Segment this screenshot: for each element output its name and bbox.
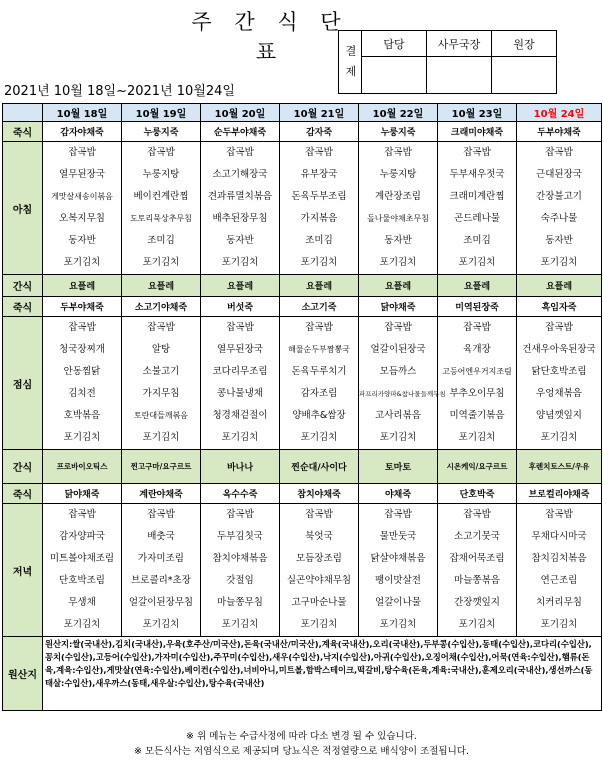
menu-item: 포기김치 (458, 257, 496, 268)
menu-item: 유부장국 (300, 169, 338, 180)
menu-item: 모듬까스 (379, 366, 417, 377)
menu-item: 포기김치 (379, 257, 417, 268)
breakfast-cell (201, 142, 280, 275)
approval-sign-director (492, 57, 557, 94)
menu-item: 부추오이무침 (449, 388, 505, 399)
menu-item: 얼갈이된장무침 (128, 597, 194, 608)
menu-item: 팽이맛살전 (375, 575, 421, 586)
lunch-cell (122, 317, 201, 450)
menu-item: 참치야채볶음 (212, 553, 268, 564)
menu-item: 잡곡밥 (305, 322, 333, 333)
menu-item: 건새우아욱된장국 (522, 344, 596, 355)
menu-item: 닭살야채볶음 (370, 553, 426, 564)
menu-item: 잡곡밥 (226, 147, 254, 158)
breakfast-cell (517, 142, 602, 275)
note-line: ※ 위 메뉴는 수급사정에 따라 다소 변경 될 수 있습니다. (186, 731, 417, 742)
period-range: 2021년 10월 18일~2021년 10월24일 (4, 84, 235, 99)
row-label-dinner: 저녁 (3, 504, 43, 637)
menu-item: 미트볼야채조림 (49, 553, 115, 564)
menu-item: 소고기해장국 (212, 169, 268, 180)
lunch-cell (280, 317, 359, 450)
menu-item: 곤드레나물 (454, 213, 500, 224)
menu-item: 감자조림 (300, 388, 338, 399)
menu-item: 포기김치 (63, 257, 101, 268)
snack-cell: 바나나 (201, 450, 280, 484)
menu-item: 무생채 (68, 597, 96, 608)
menu-item: 포기김치 (458, 619, 496, 630)
approval-label: 결 제 (339, 31, 362, 94)
porridge-am-row (3, 122, 602, 142)
menu-item: 포기김치 (142, 619, 180, 630)
snack-cell: 찐고구마/요구르트 (122, 450, 201, 484)
menu-item: 치커리무침 (536, 597, 582, 608)
menu-item: 잡곡밥 (545, 322, 573, 333)
menu-item: 조미김 (305, 235, 333, 246)
menu-item: 동자반 (545, 235, 573, 246)
lunch-cell (438, 317, 517, 450)
note-line: ※ 모든식사는 저염식으로 제공되며 당뇨식은 적정열량으로 배식양이 조절됩니다. (134, 746, 469, 757)
dinner-cell (122, 504, 201, 637)
menu-item: 양념깻잎지 (536, 410, 582, 421)
origin-text: 원산지:쌀(국내산),김치(국내산),우육(호주산/미국산),돈육(국내산/미국산),계육(국내산),오리(국내산),두부콩(수입산),동태(수입산),코다리(수입산),꽁치(수입산),고등어(수입산),가자미(수입산),주꾸미(수입산),새우(수입산),낙지(수입산),아귀(수입산),오징어채(수입산),어묵(연육:수입산),햄류(돈육,계육:수입산),게맛살(연육:수입산),베이컨(수입산),너비아니,미트볼,함박스테이크,떡갈비,탕수육(돈육,계육:국내산),훈제오리(국내산),생선까스(동태살:수입산),새우까스(동태,새우살:수입산),탕수육(국내산) (43, 637, 602, 711)
menu-item: 잡곡밥 (463, 509, 491, 520)
porridge-cell: 참치야채죽 (280, 484, 359, 504)
menu-item: 포기김치 (63, 432, 101, 443)
menu-item: 잡곡밥 (545, 509, 573, 520)
breakfast-cell (438, 142, 517, 275)
menu-item: 육개장 (463, 344, 491, 355)
menu-item: 두부새우젓국 (449, 169, 505, 180)
porridge-cell: 닭야채죽 (43, 484, 122, 504)
menu-item: 호박볶음 (63, 410, 101, 421)
dinner-cell (359, 504, 438, 637)
menu-item: 누룽지탕 (142, 169, 180, 180)
menu-item: 모듬장조림 (296, 553, 342, 564)
menu-item: 브로콜리*초장 (131, 575, 191, 586)
porridge-cell: 누룽지죽 (359, 122, 438, 142)
lunch-cell (43, 317, 122, 450)
lunch-cell (517, 317, 602, 450)
day-header: 10월 21일 (280, 104, 359, 122)
menu-item: 포기김치 (540, 432, 578, 443)
menu-item: 청국장찌개 (59, 344, 105, 355)
menu-item: 잡곡밥 (384, 322, 412, 333)
day-header: 10월 23일 (438, 104, 517, 122)
menu-item: 연근조림 (540, 575, 578, 586)
menu-item: 포기김치 (540, 619, 578, 630)
menu-item: 잡곡밥 (68, 322, 96, 333)
menu-item: 돌나물야채초무침 (367, 214, 429, 223)
porridge-cell: 누룽지죽 (122, 122, 201, 142)
porridge-cell: 소고기죽 (280, 297, 359, 317)
menu-item: 잡곡밥 (226, 509, 254, 520)
day-header: 10월 18일 (43, 104, 122, 122)
menu-item: 도토리묵상추무침 (130, 214, 192, 223)
menu-item: 포기김치 (142, 432, 180, 443)
menu-item: 포기김치 (300, 432, 338, 443)
menu-item: 동자반 (226, 235, 254, 246)
dinner-row (3, 504, 602, 637)
menu-item: 잡곡밥 (147, 322, 175, 333)
porridge-cell: 소고기야채죽 (122, 297, 201, 317)
menu-item: 고사리볶음 (375, 410, 421, 421)
snack-cell: 요플레 (280, 275, 359, 297)
menu-item: 참치김치볶음 (531, 553, 587, 564)
porridge-cell: 옥수수죽 (201, 484, 280, 504)
snack-cell: 요플레 (43, 275, 122, 297)
menu-item: 돈육두부조림 (291, 191, 347, 202)
snack-cell: 요플레 (517, 275, 602, 297)
porridge-cell: 버섯죽 (201, 297, 280, 317)
day-header-sunday: 10월 24일 (517, 104, 602, 122)
porridge-cell: 브로컬리야채죽 (517, 484, 602, 504)
menu-item: 우엉채볶음 (536, 388, 582, 399)
menu-item: 닭단호박조림 (531, 366, 587, 377)
menu-item: 가자미조림 (138, 553, 184, 564)
menu-item: 소불고기 (142, 366, 180, 377)
menu-item: 열무된장국 (59, 169, 105, 180)
row-label-porridge: 죽식 (3, 297, 43, 317)
menu-item: 감자양파국 (59, 531, 105, 542)
menu-item: 실곤약야채무침 (286, 575, 352, 586)
menu-item: 돈육두루치기 (291, 366, 347, 377)
snack-cell: 요플레 (359, 275, 438, 297)
porridge-cell: 두부야채죽 (517, 122, 602, 142)
menu-item: 포기김치 (142, 257, 180, 268)
porridge-cell: 두부야채죽 (43, 297, 122, 317)
porridge-noon-row (3, 297, 602, 317)
dinner-cell (280, 504, 359, 637)
menu-item: 동자반 (68, 235, 96, 246)
menu-item: 두부김칫국 (217, 531, 263, 542)
menu-item: 베이컨계란찜 (133, 191, 189, 202)
menu-item: 포기김치 (300, 619, 338, 630)
approval-header-manager: 사무국장 (427, 31, 492, 57)
menu-item: 안동찜닭 (63, 366, 101, 377)
menu-item: 잡곡밥 (226, 322, 254, 333)
menu-item: 포기김치 (221, 432, 259, 443)
menu-item: 마늘쫑볶음 (454, 575, 500, 586)
menu-item: 잡곡밥 (147, 147, 175, 158)
approval-sign-staff (362, 57, 427, 94)
day-header-row (3, 104, 602, 122)
breakfast-cell (359, 142, 438, 275)
dinner-cell (43, 504, 122, 637)
snack-cell: 찐순대/사이다 (280, 450, 359, 484)
porridge-cell: 단호박죽 (438, 484, 517, 504)
menu-item: 계란장조림 (375, 191, 421, 202)
menu-item: 잡곡밥 (384, 147, 412, 158)
row-label-snack: 간식 (3, 275, 43, 297)
menu-item: 김치전 (68, 388, 96, 399)
menu-item: 얼갈이된장국 (370, 344, 426, 355)
menu-item: 잡곡밥 (305, 147, 333, 158)
menu-item: 잡곡밥 (305, 509, 333, 520)
snack-cell: 토마토 (359, 450, 438, 484)
menu-item: 근대된장국 (536, 169, 582, 180)
menu-item: 단호박조림 (59, 575, 105, 586)
menu-item: 코다리무조림 (212, 366, 268, 377)
porridge-cell: 흑임자죽 (517, 297, 602, 317)
menu-item: 알탕 (151, 344, 171, 355)
menu-item: 배추된장무침 (212, 213, 268, 224)
row-label-porridge: 죽식 (3, 122, 43, 142)
menu-item: 포기김치 (221, 257, 259, 268)
menu-item: 마늘쫑무침 (217, 597, 263, 608)
menu-item: 잡곡밥 (384, 509, 412, 520)
snack-cell: 요플레 (201, 275, 280, 297)
menu-item: 청경채겉절이 (212, 410, 268, 421)
menu-item: 파프리카양파&참나물들깨무침 (359, 390, 446, 398)
snack-row-1 (3, 275, 602, 297)
menu-item: 가지볶음 (300, 213, 338, 224)
snack-cell: 요플레 (122, 275, 201, 297)
menu-item: 크래미계란찜 (449, 191, 505, 202)
menu-item: 누룽지탕 (379, 169, 417, 180)
porridge-cell: 감자야채죽 (43, 122, 122, 142)
snack-cell: 시온케익/요구르트 (438, 450, 517, 484)
menu-item: 견과류멸치볶음 (207, 191, 273, 202)
menu-item: 오복지무침 (59, 213, 105, 224)
menu-item: 잡곡밥 (68, 147, 96, 158)
porridge-cell: 닭야채죽 (359, 297, 438, 317)
porridge-cell: 크래미야채죽 (438, 122, 517, 142)
row-label-snack: 간식 (3, 450, 43, 484)
row-label-breakfast: 아침 (3, 142, 43, 275)
breakfast-cell (43, 142, 122, 275)
menu-item: 잡곡밥 (68, 509, 96, 520)
snack-row-2 (3, 450, 602, 484)
lunch-cell (359, 317, 446, 450)
porridge-cell: 야채죽 (359, 484, 438, 504)
menu-item: 포기김치 (221, 619, 259, 630)
menu-item: 조미김 (147, 235, 175, 246)
menu-item: 조미김 (463, 235, 491, 246)
menu-item: 토란대들깨볶음 (133, 411, 189, 420)
menu-item: 간장불고기 (536, 191, 582, 202)
snack-cell: 후렌치토스트/우유 (517, 450, 602, 484)
breakfast-cell (280, 142, 359, 275)
menu-item: 잡곡밥 (147, 509, 175, 520)
menu-item: 해물순두부짬뽕국 (288, 345, 350, 354)
menu-item: 콩나물냉채 (217, 388, 263, 399)
menu-item: 잡채어묵조림 (449, 553, 505, 564)
approval-sign-manager (427, 57, 492, 94)
weekly-menu-table (2, 103, 602, 711)
row-label-origin: 원산지 (3, 637, 43, 711)
lunch-cell (201, 317, 280, 450)
menu-item: 소고기뭇국 (454, 531, 500, 542)
menu-item: 포기김치 (63, 619, 101, 630)
menu-item: 북엇국 (305, 531, 333, 542)
day-header: 10월 22일 (359, 104, 438, 122)
day-header: 10월 19일 (122, 104, 201, 122)
row-label-lunch: 점심 (3, 317, 43, 450)
snack-cell: 요플레 (438, 275, 517, 297)
menu-item: 열무된장국 (217, 344, 263, 355)
porridge-cell: 순두부야채죽 (201, 122, 280, 142)
approval-header-staff: 담당 (362, 31, 427, 57)
menu-item: 잡곡밥 (545, 147, 573, 158)
menu-item: 무채다시마국 (531, 531, 587, 542)
menu-item: 갓절임 (226, 575, 254, 586)
breakfast-row (3, 142, 602, 275)
footer-notes (0, 729, 603, 759)
page-title: 주 간 식 단 표 (191, 10, 349, 64)
porridge-cell: 미역된장죽 (438, 297, 517, 317)
day-header: 10월 20일 (201, 104, 280, 122)
corner-cell (3, 104, 43, 122)
menu-item: 물만둣국 (379, 531, 417, 542)
snack-cell: 프로바이오틱스 (43, 450, 122, 484)
menu-item: 배춧국 (147, 531, 175, 542)
origin-row (3, 637, 602, 711)
porridge-cell: 감자죽 (280, 122, 359, 142)
menu-item: 간장깻잎지 (454, 597, 500, 608)
dinner-cell (201, 504, 280, 637)
menu-item: 게맛살새송이볶음 (51, 192, 113, 201)
menu-item: 미역줄기볶음 (449, 410, 505, 421)
dinner-cell (517, 504, 602, 637)
approval-box (338, 30, 557, 94)
menu-item: 잡곡밥 (463, 147, 491, 158)
menu-item: 포기김치 (379, 432, 417, 443)
menu-item: 포기김치 (379, 619, 417, 630)
menu-item: 숙주나물 (540, 213, 578, 224)
breakfast-cell (122, 142, 201, 275)
menu-item: 고등어엔우거지조림 (442, 367, 512, 376)
approval-header-director: 원장 (492, 31, 557, 57)
row-label-porridge: 죽식 (3, 484, 43, 504)
porridge-cell: 계란야채죽 (122, 484, 201, 504)
lunch-row (3, 317, 602, 450)
menu-item: 동자반 (384, 235, 412, 246)
menu-item: 가지무침 (142, 388, 180, 399)
menu-item: 잡곡밥 (463, 322, 491, 333)
menu-item: 포기김치 (458, 432, 496, 443)
menu-item: 포기김치 (300, 257, 338, 268)
menu-item: 양배추&쌈장 (292, 410, 346, 421)
menu-item: 얼갈이나물 (375, 597, 421, 608)
dinner-cell (438, 504, 517, 637)
menu-item: 고구마순나물 (291, 597, 347, 608)
menu-item: 포기김치 (540, 257, 578, 268)
porridge-pm-row (3, 484, 602, 504)
